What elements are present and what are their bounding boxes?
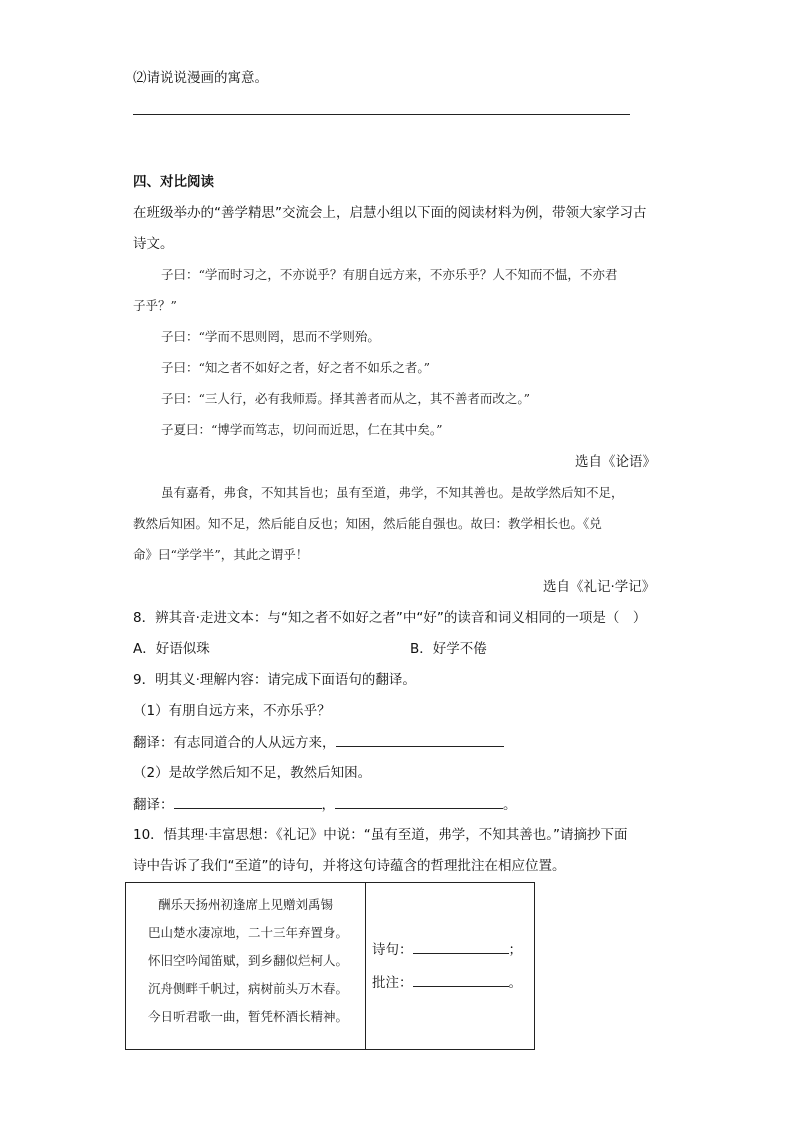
poem-line: 今日听君歌一曲，暂凭杯酒长精神。 xyxy=(148,1009,349,1024)
poem-line-end: ； xyxy=(508,942,522,958)
liji-line-3: 命》曰“学学半”，其此之谓乎！ xyxy=(133,547,309,562)
question-10-line-1: 10．悟其理·丰富思想：《礼记》中说：“虽有至道，弗学，不知其善也。”请摘抄下面 xyxy=(133,827,628,843)
translation-2-blank-b[interactable] xyxy=(335,794,503,809)
translation-2-comma: ， xyxy=(321,797,335,813)
poem-line-label: 诗句： xyxy=(372,942,413,958)
intro-line-2: 诗文。 xyxy=(133,236,174,252)
question-9-sentence-2: （2）是故学然后知不足，教然后知困。 xyxy=(133,765,372,781)
question-9-translation-2 xyxy=(133,794,517,815)
note-label: 批注： xyxy=(372,975,413,991)
answer-cell xyxy=(366,883,535,1050)
translation-2-end: 。 xyxy=(503,797,517,813)
lunyu-p2: 子曰：“学而不思则罔，思而不学则殆。 xyxy=(161,329,380,344)
lunyu-source: 选自《论语》 xyxy=(575,454,656,470)
question-9-stem: 9．明其义·理解内容：请完成下面语句的翻译。 xyxy=(133,672,416,688)
poem-line: 怀旧空吟闻笛赋，到乡翻似烂柯人。 xyxy=(148,953,349,968)
poem-line-answer xyxy=(372,939,534,960)
lunyu-p5: 子夏曰：“博学而笃志，切问而近思，仁在其中矣。” xyxy=(161,422,443,437)
question-9-sentence-1: （1）有朋自远方来，不亦乐乎？ xyxy=(133,703,331,719)
poem-title: 酬乐天扬州初逢席上见赠刘禹锡 xyxy=(157,897,333,912)
liji-source: 选自《礼记·学记》 xyxy=(543,579,656,595)
poem-cell xyxy=(126,883,366,1050)
answer-line xyxy=(133,114,630,115)
liji-line-2: 教然后知困。知不足，然后能自反也；知困，然后能自强也。故曰：教学相长也。《兑 xyxy=(133,516,602,531)
poem-table xyxy=(125,882,535,1050)
intro-line-1: 在班级举办的“善学精思”交流会上，启慧小组以下面的阅读材料为例，带领大家学习古 xyxy=(133,205,647,221)
lunyu-p1-a: 子曰：“学而时习之，不亦说乎？有朋自远方来，不亦乐乎？人不知而不愠，不亦君 xyxy=(161,267,618,282)
lunyu-p1-b: 子乎？” xyxy=(133,298,177,313)
question-8-option-b[interactable]: B．好学不倦 xyxy=(410,641,487,657)
lunyu-p3: 子曰：“知之者不如好之者，好之者不如乐之者。” xyxy=(161,360,431,375)
lunyu-p4: 子曰：“三人行，必有我师焉。择其善者而从之，其不善者而改之。” xyxy=(161,391,531,406)
note-blank[interactable] xyxy=(413,972,509,987)
section-title: 四、对比阅读 xyxy=(133,174,214,190)
question-9-translation-1 xyxy=(133,732,504,753)
poem-line: 沉舟侧畔千帆过，病树前头万木春。 xyxy=(148,981,349,996)
question-8-stem: 8．辨其音·走进文本：与“知之者不如好之者”中“好”的读音和词义相同的一项是（ ） xyxy=(133,610,647,626)
question-10-line-2: 诗中告诉了我们“至道”的诗句，并将这句诗蕴含的哲理批注在相应位置。 xyxy=(133,858,566,874)
note-end: 。 xyxy=(508,975,522,991)
question-2-text: ⑵请说说漫画的寓意。 xyxy=(133,70,268,86)
poem-line-blank[interactable] xyxy=(413,939,509,954)
poem-line: 巴山楚水凄凉地，二十三年弃置身。 xyxy=(148,925,349,940)
liji-line-1: 虽有嘉肴，弗食，不知其旨也；虽有至道，弗学，不知其善也。是故学然后知不足， xyxy=(161,485,624,500)
translation-1-prefix: 翻译：有志同道合的人从远方来， xyxy=(133,735,336,751)
translation-2-blank-a[interactable] xyxy=(174,794,322,809)
translation-1-blank[interactable] xyxy=(336,732,504,747)
translation-2-prefix: 翻译： xyxy=(133,797,174,813)
question-8-option-a[interactable]: A．好语似珠 xyxy=(133,641,210,657)
note-answer xyxy=(372,972,534,993)
